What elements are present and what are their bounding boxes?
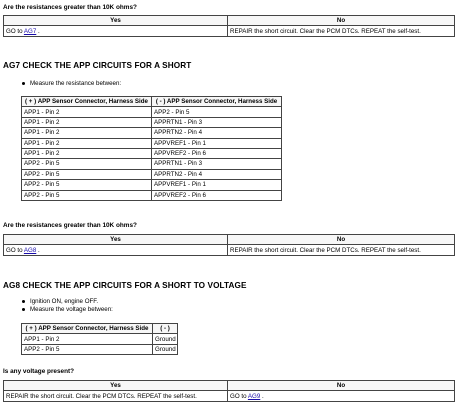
bullet-item: Measure the voltage between: — [21, 306, 113, 314]
table-cell: Ground — [153, 344, 178, 354]
table-row — [22, 190, 282, 200]
table-cell: APPVREF1 - Pin 1 — [152, 180, 282, 190]
go-to-prefix: GO to — [6, 246, 24, 254]
table-cell: APP1 - Pin 2 — [22, 148, 152, 158]
table-row — [22, 169, 282, 179]
table-row — [22, 344, 178, 354]
table-cell: APP1 - Pin 2 — [22, 128, 152, 138]
table-row — [22, 180, 282, 190]
no-header: No — [228, 235, 455, 245]
result-table-1 — [3, 15, 455, 37]
heading-ag8: AG8 CHECK THE APP CIRCUITS FOR A SHORT TO VOLTAGE — [3, 281, 247, 290]
heading-ag7: AG7 CHECK THE APP CIRCUITS FOR A SHORT — [3, 61, 192, 70]
ag8-voltage-table — [21, 323, 178, 355]
go-to-prefix: GO to — [230, 392, 248, 400]
no-cell — [228, 391, 455, 401]
yes-cell — [4, 26, 228, 36]
yes-header: Yes — [4, 235, 228, 245]
table-row — [22, 107, 282, 117]
table-cell: APPRTN2 - Pin 4 — [152, 169, 282, 179]
table-cell: APP2 - Pin 5 — [22, 180, 152, 190]
table-row — [22, 148, 282, 158]
yes-cell — [4, 245, 228, 255]
table-cell: APP2 - Pin 5 — [22, 344, 153, 354]
table-cell: APP1 - Pin 2 — [22, 138, 152, 148]
ag8-bullets — [21, 298, 113, 314]
go-to-suffix: . — [36, 246, 40, 254]
bullet-item: Ignition ON, engine OFF. — [21, 298, 113, 306]
table-cell: APPRTN1 - Pin 3 — [152, 159, 282, 169]
go-to-suffix: . — [36, 27, 40, 35]
column-header-negative: ( - ) APP Sensor Connector, Harness Side — [152, 97, 282, 107]
table-cell: APP2 - Pin 5 — [22, 159, 152, 169]
ag7-bullets — [21, 80, 121, 88]
column-header-negative: ( - ) — [153, 324, 178, 334]
yes-header: Yes — [4, 16, 228, 26]
result-table-3 — [3, 380, 455, 402]
table-row — [22, 159, 282, 169]
question-resistance-2: Are the resistances greater than 10K ohms? — [3, 222, 137, 229]
yes-cell: REPAIR the short circuit. Clear the PCM DTCs. REPEAT the self-test. — [4, 391, 228, 401]
go-to-suffix: . — [260, 392, 264, 400]
table-cell: APP2 - Pin 5 — [22, 169, 152, 179]
table-row — [22, 334, 178, 344]
table-cell: APP1 - Pin 2 — [22, 117, 152, 127]
table-cell: APPVREF2 - Pin 6 — [152, 148, 282, 158]
table-cell: APPVREF2 - Pin 6 — [152, 190, 282, 200]
link-ag7[interactable]: AG7 — [23, 27, 37, 35]
table-cell: APP1 - Pin 2 — [22, 334, 153, 344]
table-cell: APP2 - Pin 5 — [22, 190, 152, 200]
table-row — [22, 117, 282, 127]
question-voltage: Is any voltage present? — [3, 368, 75, 375]
table-cell: Ground — [153, 334, 178, 344]
link-ag9[interactable]: AG9 — [247, 392, 261, 400]
link-ag8[interactable]: AG8 — [23, 246, 37, 254]
no-header: No — [228, 16, 455, 26]
column-header-positive: ( + ) APP Sensor Connector, Harness Side — [22, 324, 153, 334]
question-resistance-1: Are the resistances greater than 10K ohms? — [3, 4, 137, 11]
result-table-2 — [3, 234, 455, 256]
table-cell: APPRTN1 - Pin 3 — [152, 117, 282, 127]
no-header: No — [228, 381, 455, 391]
table-row — [22, 128, 282, 138]
ag7-resistance-table — [21, 96, 282, 201]
table-cell: APPRTN2 - Pin 4 — [152, 128, 282, 138]
table-cell: APP2 - Pin 5 — [152, 107, 282, 117]
column-header-positive: ( + ) APP Sensor Connector, Harness Side — [22, 97, 152, 107]
table-row — [22, 138, 282, 148]
bullet-item: Measure the resistance between: — [21, 80, 121, 88]
no-cell: REPAIR the short circuit. Clear the PCM DTCs. REPEAT the self-test. — [228, 245, 455, 255]
yes-header: Yes — [4, 381, 228, 391]
table-cell: APPVREF1 - Pin 1 — [152, 138, 282, 148]
table-cell: APP1 - Pin 2 — [22, 107, 152, 117]
no-cell: REPAIR the short circuit. Clear the PCM DTCs. REPEAT the self-test. — [228, 26, 455, 36]
go-to-prefix: GO to — [6, 27, 24, 35]
